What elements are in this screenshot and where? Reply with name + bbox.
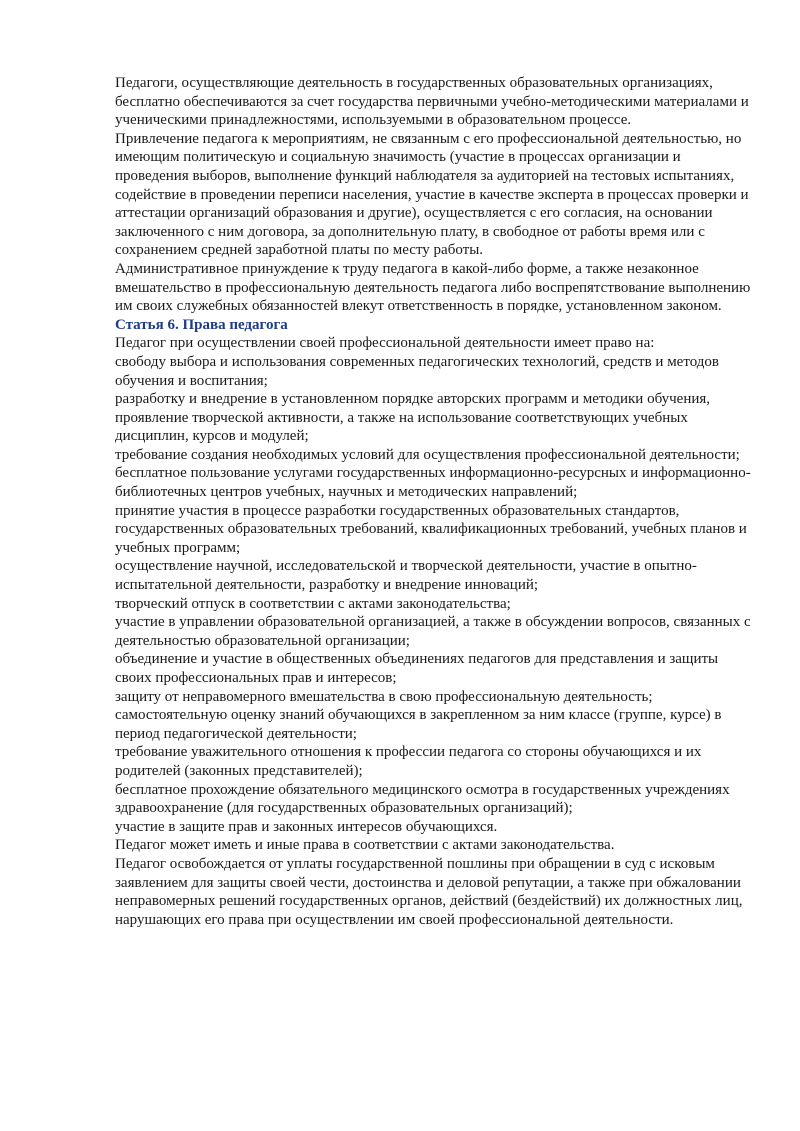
list-item: бесплатное пользование услугами государственных информационно-ресурсных и информационно-библиотечных центров учебных, научных и методических направлений; [115,465,751,501]
paragraph-rights-intro: Педагог при осуществлении своей профессиональной деятельности имеет право на: [115,335,655,352]
list-item: бесплатное прохождение обязательного медицинского осмотра в государственных учреждениях здравоохранение (для государственных образовательных организаций); [115,781,730,817]
paragraph-teacher-supplies: Педагоги, осуществляющие деятельность в государственных образовательных организациях, бесплатно обеспечиваются за счет государства первичными учебно-методическими материалами и ученическими принадлежностями, используемыми в образовательном процессе. [115,75,749,129]
list-item: требование создания необходимых условий для осуществления профессиональной деятельности; [115,446,740,463]
paragraph-extra-activities: Привлечение педагога к мероприятиям, не связанным с его профессиональной деятельностью, но имеющим политическую и социальную значимость (участие в процессах организации и проведения выборов, выполнение функций наблюдателя за аудиторией на тестовых испытаниях, содействие в проведении переписи населения, участие в качестве эксперта в процессах проверки и аттестации организаций образования и другие), осуществляется с его согласия, на основании заключенного с ним договора, за дополнительную плату, в свободное от работы время или с сохранением средней заработной платы по месту работы. [115,130,749,259]
list-item: осуществление научной, исследовательской и творческой деятельности, участие в опытно-испытательной деятельности, разработку и внедрение инноваций; [115,558,697,594]
paragraph-state-duty-exemption: Педагог освобождается от уплаты государственной пошлины при обращении в суд с исковым заявлением для защиты своей чести, достоинства и деловой репутации, а также при обжаловании неправомерных решений государственных органов, действий (бездействий) их должностных лиц, нарушающих его права при осуществлении им своей профессиональной деятельности. [115,855,743,928]
section-heading: Статья 6. Права педагога [115,316,288,333]
document-page [115,74,755,929]
list-item: творческий отпуск в соответствии с актами законодательства; [115,595,511,612]
list-item: требование уважительного отношения к профессии педагога со стороны обучающихся и их родителей (законных представителей); [115,744,702,779]
list-item: защиту от неправомерного вмешательства в свою профессиональную деятельность; [115,688,653,705]
list-item: участие в защите прав и законных интересов обучающихся. [115,818,498,835]
list-item: самостоятельную оценку знаний обучающихся в закрепленном за ним классе (группе, курсе) в период педагогической деятельности; [115,707,722,742]
list-item: свободу выбора и использования современных педагогических технологий, средств и методов обучения и воспитания; [115,353,719,389]
paragraph-other-rights: Педагог может иметь и иные права в соответствии с актами законодательства. [115,837,615,854]
list-item: принятие участия в процессе разработки государственных образовательных стандартов, государственных образовательных требований, квалификационных требований, учебных планов и учебных программ; [115,502,747,556]
list-item: участие в управлении образовательной организацией, а также в обсуждении вопросов, связанных с деятельностью образовательной организации; [115,614,751,649]
list-item: разработку и внедрение в установленном порядке авторских программ и методики обучения, проявление творческой активности, а также на использование соответствующих учебных дисциплин, курсов и модулей; [115,391,711,445]
list-item: объединение и участие в общественных объединениях педагогов для представления и защиты своих профессиональных прав и интересов; [115,651,719,686]
paragraph-administrative-coercion: Административное принуждение к труду педагога в какой-либо форме, а также незаконное вмешательство в профессиональную деятельность педагога либо воспрепятствование выполнению им своих служебных обязанностей влекут ответственность в порядке, установленном законом. [115,260,751,315]
